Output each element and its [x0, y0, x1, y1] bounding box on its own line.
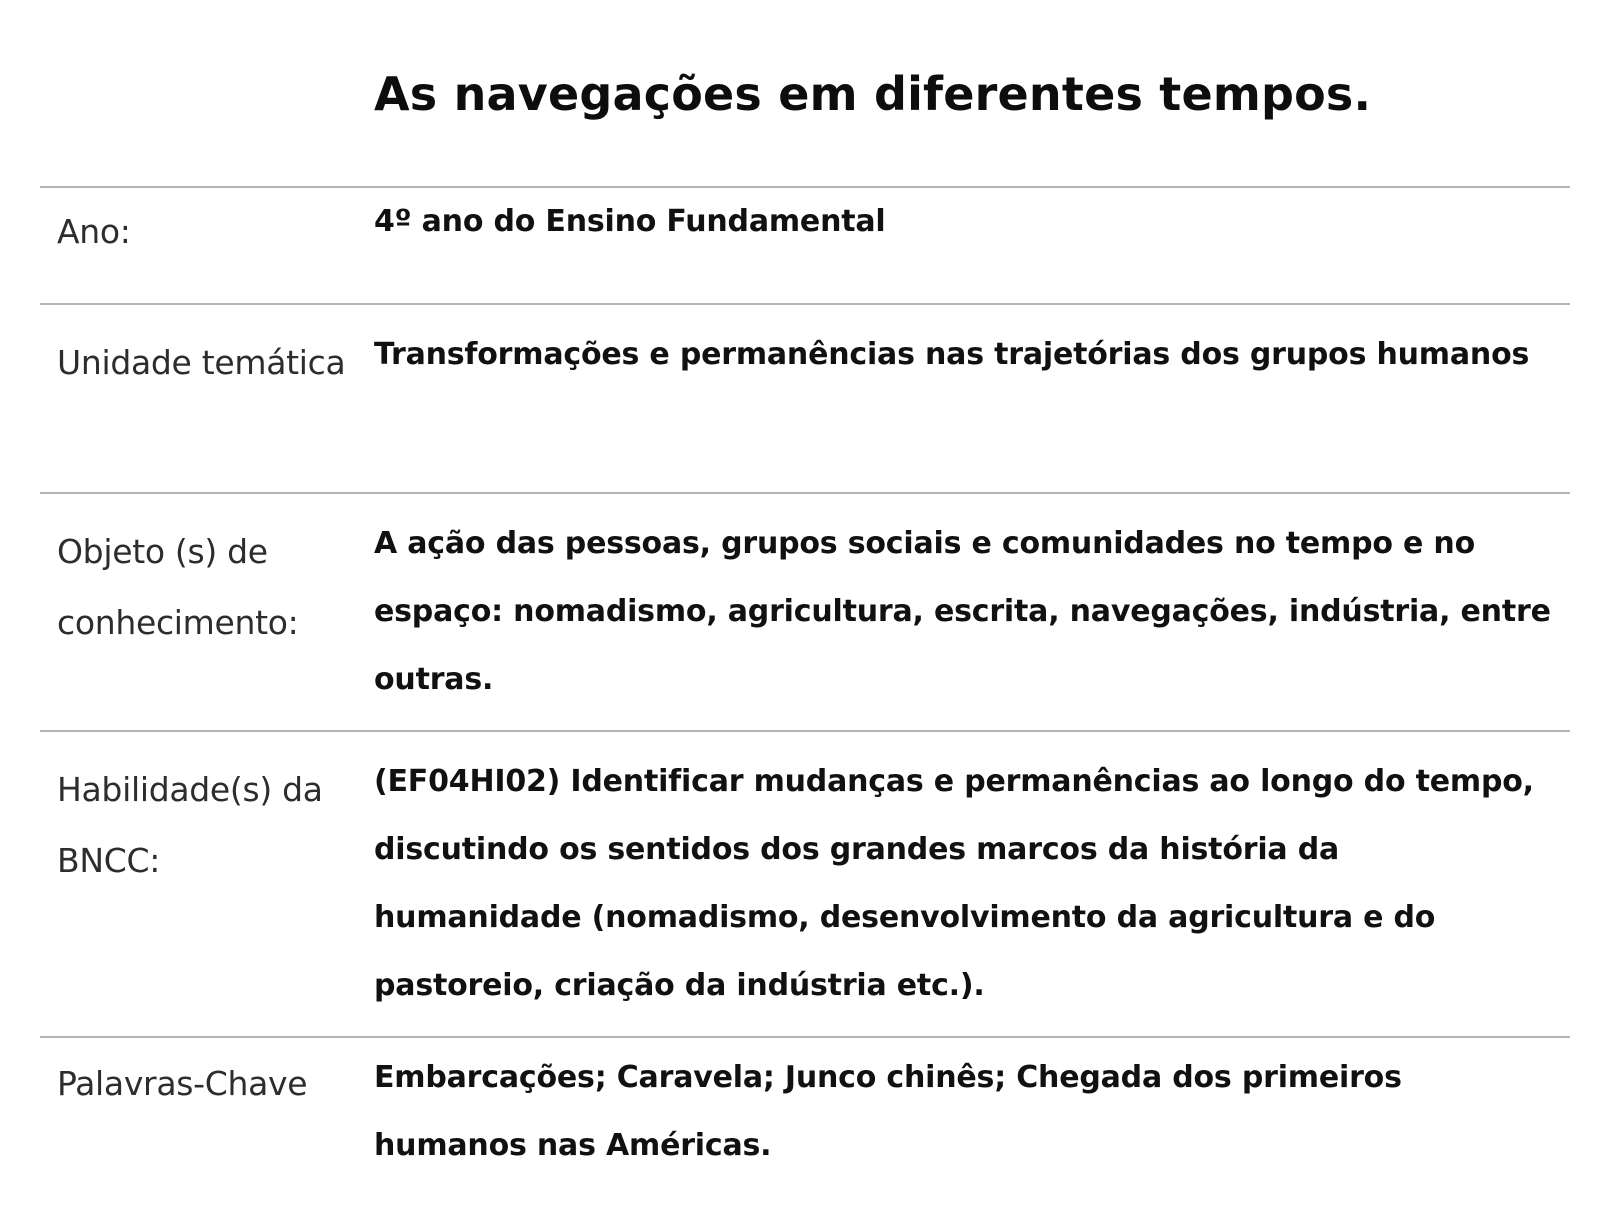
page-title: As navegações em diferentes tempos.	[374, 67, 1372, 121]
row-label-ano: Ano:	[57, 212, 131, 251]
table-row-palavras-chave	[40, 1038, 1570, 1206]
row-label-objeto-conhecimento: Objeto (s) de conhecimento:	[57, 532, 299, 642]
row-label-unidade-tematica: Unidade temática	[57, 343, 346, 382]
table-row-unidade-tematica	[40, 305, 1570, 494]
row-label-palavras-chave: Palavras-Chave	[57, 1064, 308, 1103]
table-row-ano	[40, 188, 1570, 305]
row-value-ano: 4º ano do Ensino Fundamental	[374, 204, 886, 239]
row-value-palavras-chave: Embarcações; Caravela; Junco chinês; Chegada dos primeiros humanos nas Américas.	[374, 1060, 1402, 1163]
table-row-objeto-conhecimento	[40, 494, 1570, 732]
row-value-habilidades: (EF04HI02) Identificar mudanças e permanências ao longo do tempo, discutindo os sentidos dos grandes marcos da história da humanidade (nomadismo, desenvolvimento da agricultura e do pastoreio, criação da indústria etc.).	[374, 764, 1534, 1003]
row-label-habilidades: Habilidade(s) da BNCC:	[57, 770, 323, 880]
row-value-objeto-conhecimento: A ação das pessoas, grupos sociais e comunidades no tempo e no espaço: nomadismo, agricultura, escrita, navegações, indústria, entre outras.	[374, 526, 1551, 697]
lesson-info-table	[40, 186, 1570, 1206]
table-row-habilidades	[40, 732, 1570, 1038]
row-value-unidade-tematica: Transformações e permanências nas trajetórias dos grupos humanos	[374, 337, 1530, 372]
